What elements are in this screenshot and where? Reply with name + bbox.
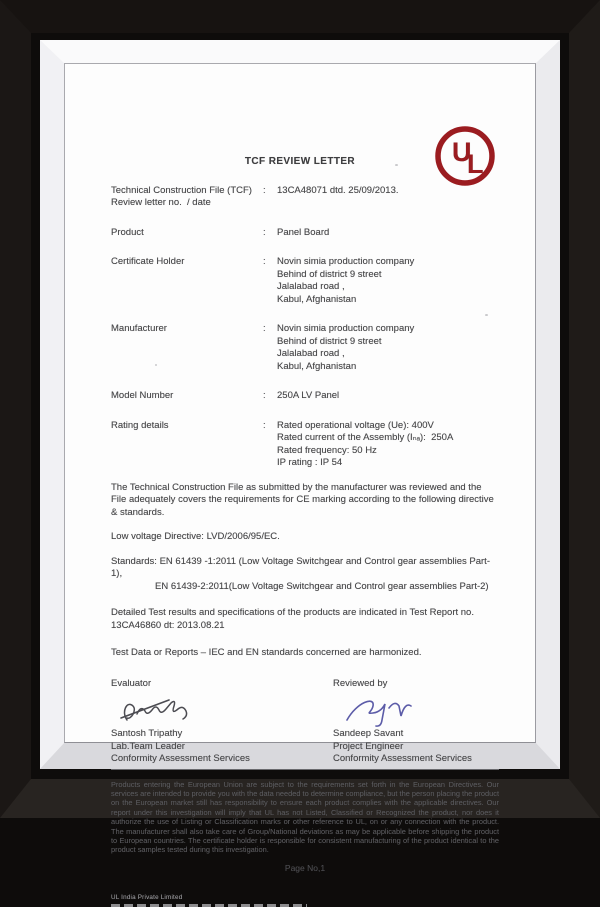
field-colon: : bbox=[263, 390, 266, 401]
reviewer-title: Project Engineer bbox=[333, 740, 404, 752]
test-report-block bbox=[111, 607, 499, 632]
field-value: Rated operational voltage (Ue): 400V Rated current of the Assembly (Iₙₐ): 250A Rated frequency: 50 Hz IP rating : IP 54 bbox=[277, 419, 454, 468]
signature-divider-line bbox=[111, 769, 499, 770]
field-label: Certificate Holder bbox=[111, 256, 185, 267]
signature-section bbox=[111, 678, 499, 766]
standards-line-2: EN 61439-2:2011(Low Voltage Switchgear and Control gear assemblies Part-2) bbox=[155, 580, 489, 592]
scan-speck bbox=[395, 164, 398, 166]
field-value: 250A LV Panel bbox=[277, 390, 340, 401]
field-value: Panel Board bbox=[277, 226, 330, 238]
scan-speck bbox=[485, 314, 488, 316]
reviewer-heading: Reviewed by bbox=[333, 677, 388, 689]
frame-mat bbox=[40, 40, 560, 902]
document-footer bbox=[111, 894, 499, 907]
field-table bbox=[111, 185, 499, 470]
field-value: Novin simia production company Behind of district 9 street Jalalabad road , Kabul, Afghanistan bbox=[277, 323, 415, 372]
field-row-product bbox=[111, 227, 499, 240]
field-label: Model Number bbox=[111, 390, 174, 401]
evaluator-signature bbox=[117, 694, 237, 726]
ul-certification-logo-icon bbox=[433, 124, 497, 188]
field-label: Manufacturer bbox=[111, 323, 167, 334]
evaluator-block bbox=[111, 678, 305, 766]
field-label: Technical Construction File (TCF) Review letter no. / date bbox=[111, 184, 252, 208]
footer-company-name: UL India Private Limited bbox=[111, 894, 183, 902]
ul-logo-letter-l: L bbox=[467, 149, 484, 179]
field-row-manufacturer bbox=[111, 323, 499, 373]
standards-block bbox=[111, 556, 499, 594]
standards-line-1: Standards: EN 61439 -1:2011 (Low Voltage Switchgear and Control gear assemblies Part-1), bbox=[111, 555, 490, 579]
scan-speck bbox=[155, 364, 157, 366]
evaluator-name: Santosh Tripathy bbox=[111, 728, 183, 739]
review-statement: The Technical Construction File as submitted by the manufacturer was reviewed and the File adequately covers the requirements for CE marking according to the following directive & standards. bbox=[111, 481, 494, 518]
test-report-line-2: 13CA46860 dt: 2013.08.21 bbox=[111, 619, 225, 631]
legal-disclaimer: Products entering the European Union are subject to the requirements set forth in the European Directives. Our services are intended to provide you with the data needed to determine compliance, but the person placing the product on the European market still has responsibility to ensure each product complies with the applicable directives. Our report under this investigation will imply that UL has not Listed, Classified or Recognized the product, nor does it authorize the use of Listing or Classification marks or other reference to UL, on or any connection with the product. The manufacturer shall also take care of Group/National deviations as may be applicable before shipping the product to European countries. The certificate holder is responsible for consistent manufacturing of the product identical to the product samples tested during this investigation. bbox=[111, 779, 499, 855]
field-value: Novin simia production company Behind of district 9 street Jalalabad road , Kabul, Afghanistan bbox=[277, 256, 415, 305]
reviewer-name: Sandeep Savant bbox=[333, 728, 404, 739]
field-colon: : bbox=[263, 419, 266, 431]
harmonized-line: Test Data or Reports – IEC and EN standards concerned are harmonized. bbox=[111, 647, 422, 658]
page-title: TCF REVIEW LETTER bbox=[244, 156, 356, 167]
field-value: 13CA48071 dtd. 25/09/2013. bbox=[277, 184, 399, 196]
reviewer-signature bbox=[339, 694, 449, 726]
field-row-tcf bbox=[111, 185, 499, 210]
field-colon: : bbox=[263, 256, 266, 267]
field-row-model-number bbox=[111, 390, 499, 403]
ul-logo-letter-u: U bbox=[452, 137, 472, 167]
field-row-certificate-holder bbox=[111, 256, 499, 306]
field-row-rating-details bbox=[111, 420, 499, 470]
reviewer-org: Conformity Assessment Services bbox=[333, 753, 472, 764]
evaluator-org: Conformity Assessment Services bbox=[111, 753, 250, 764]
test-report-line-1: Detailed Test results and specifications of the products are indicated in Test Report no. bbox=[111, 607, 474, 618]
field-label: Rating details bbox=[111, 419, 169, 431]
field-colon: : bbox=[263, 226, 266, 238]
reviewer-block bbox=[305, 678, 499, 766]
field-label: Product bbox=[111, 226, 144, 238]
certificate-document bbox=[65, 64, 535, 902]
evaluator-title: Lab.Team Leader bbox=[111, 740, 185, 752]
directive-line: Low voltage Directive: LVD/2006/95/EC. bbox=[111, 531, 280, 542]
field-colon: : bbox=[263, 323, 266, 334]
page-number: Page No,1 bbox=[284, 862, 326, 873]
field-colon: : bbox=[263, 184, 266, 196]
evaluator-heading: Evaluator bbox=[111, 677, 152, 689]
